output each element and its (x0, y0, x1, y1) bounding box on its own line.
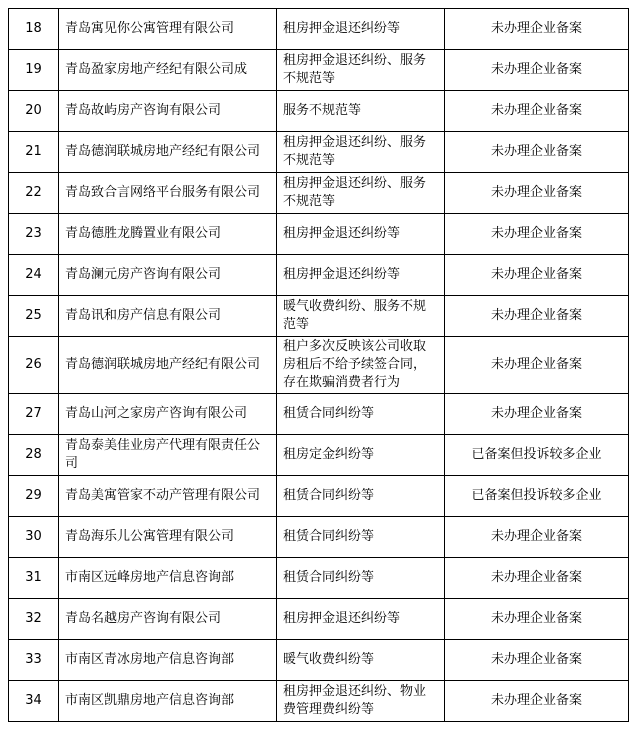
company-name: 市南区凯鼎房地产信息咨询部 (59, 681, 277, 722)
filing-status: 未办理企业备案 (445, 173, 629, 214)
complaint-issue: 租房定金纠纷等 (277, 435, 445, 476)
table-row (9, 255, 629, 296)
filing-status: 已备案但投诉较多企业 (445, 476, 629, 517)
complaint-table (8, 8, 629, 722)
complaint-issue: 租房押金退还纠纷、物业费管理费纠纷等 (277, 681, 445, 722)
row-number: 31 (9, 558, 59, 599)
company-name: 青岛海乐儿公寓管理有限公司 (59, 517, 277, 558)
row-number: 18 (9, 9, 59, 50)
row-number: 23 (9, 214, 59, 255)
row-number: 32 (9, 599, 59, 640)
complaint-issue: 租房押金退还纠纷、服务不规范等 (277, 173, 445, 214)
complaint-issue: 租户多次反映该公司收取房租后不给予续签合同，存在欺骗消费者行为 (277, 337, 445, 394)
company-name: 市南区远峰房地产信息咨询部 (59, 558, 277, 599)
row-number: 33 (9, 640, 59, 681)
complaint-issue: 租赁合同纠纷等 (277, 394, 445, 435)
row-number: 25 (9, 296, 59, 337)
table-row (9, 681, 629, 722)
filing-status: 未办理企业备案 (445, 337, 629, 394)
complaint-issue: 租房押金退还纠纷、服务不规范等 (277, 50, 445, 91)
filing-status: 未办理企业备案 (445, 640, 629, 681)
row-number: 20 (9, 91, 59, 132)
table-row (9, 296, 629, 337)
company-name: 青岛德润联城房地产经纪有限公司 (59, 132, 277, 173)
company-name: 青岛德润联城房地产经纪有限公司 (59, 337, 277, 394)
row-number: 24 (9, 255, 59, 296)
row-number: 19 (9, 50, 59, 91)
filing-status: 已备案但投诉较多企业 (445, 435, 629, 476)
row-number: 27 (9, 394, 59, 435)
table-row (9, 132, 629, 173)
company-name: 青岛泰美佳业房产代理有限责任公司 (59, 435, 277, 476)
company-name: 青岛德胜龙腾置业有限公司 (59, 214, 277, 255)
row-number: 26 (9, 337, 59, 394)
filing-status: 未办理企业备案 (445, 91, 629, 132)
table-row (9, 599, 629, 640)
company-name: 青岛澜元房产咨询有限公司 (59, 255, 277, 296)
complaint-issue: 租房押金退还纠纷等 (277, 214, 445, 255)
complaint-issue: 租房押金退还纠纷、服务不规范等 (277, 132, 445, 173)
filing-status: 未办理企业备案 (445, 558, 629, 599)
row-number: 30 (9, 517, 59, 558)
company-name: 青岛讯和房产信息有限公司 (59, 296, 277, 337)
filing-status: 未办理企业备案 (445, 599, 629, 640)
table-row (9, 394, 629, 435)
complaint-issue: 租赁合同纠纷等 (277, 558, 445, 599)
table-row (9, 50, 629, 91)
table-row (9, 173, 629, 214)
complaint-issue: 租房押金退还纠纷等 (277, 255, 445, 296)
filing-status: 未办理企业备案 (445, 681, 629, 722)
filing-status: 未办理企业备案 (445, 132, 629, 173)
filing-status: 未办理企业备案 (445, 50, 629, 91)
filing-status: 未办理企业备案 (445, 255, 629, 296)
complaint-issue: 服务不规范等 (277, 91, 445, 132)
company-name: 青岛寓见你公寓管理有限公司 (59, 9, 277, 50)
table-row (9, 91, 629, 132)
complaint-issue: 暖气收费纠纷等 (277, 640, 445, 681)
table-row (9, 517, 629, 558)
table-row (9, 558, 629, 599)
row-number: 28 (9, 435, 59, 476)
complaint-issue: 租房押金退还纠纷等 (277, 599, 445, 640)
table-row (9, 435, 629, 476)
table-row (9, 476, 629, 517)
table-row (9, 214, 629, 255)
complaint-issue: 租赁合同纠纷等 (277, 517, 445, 558)
company-name: 青岛盈家房地产经纪有限公司成 (59, 50, 277, 91)
filing-status: 未办理企业备案 (445, 394, 629, 435)
company-name: 市南区青冰房地产信息咨询部 (59, 640, 277, 681)
filing-status: 未办理企业备案 (445, 214, 629, 255)
table-row (9, 640, 629, 681)
complaint-issue: 租房押金退还纠纷等 (277, 9, 445, 50)
company-name: 青岛美寓管家不动产管理有限公司 (59, 476, 277, 517)
row-number: 22 (9, 173, 59, 214)
company-name: 青岛山河之家房产咨询有限公司 (59, 394, 277, 435)
table-row (9, 337, 629, 394)
filing-status: 未办理企业备案 (445, 517, 629, 558)
row-number: 21 (9, 132, 59, 173)
company-name: 青岛名越房产咨询有限公司 (59, 599, 277, 640)
complaint-issue: 暖气收费纠纷、服务不规范等 (277, 296, 445, 337)
row-number: 29 (9, 476, 59, 517)
company-name: 青岛故屿房产咨询有限公司 (59, 91, 277, 132)
table-row (9, 9, 629, 50)
row-number: 34 (9, 681, 59, 722)
filing-status: 未办理企业备案 (445, 9, 629, 50)
filing-status: 未办理企业备案 (445, 296, 629, 337)
complaint-issue: 租赁合同纠纷等 (277, 476, 445, 517)
company-name: 青岛致合言网络平台服务有限公司 (59, 173, 277, 214)
